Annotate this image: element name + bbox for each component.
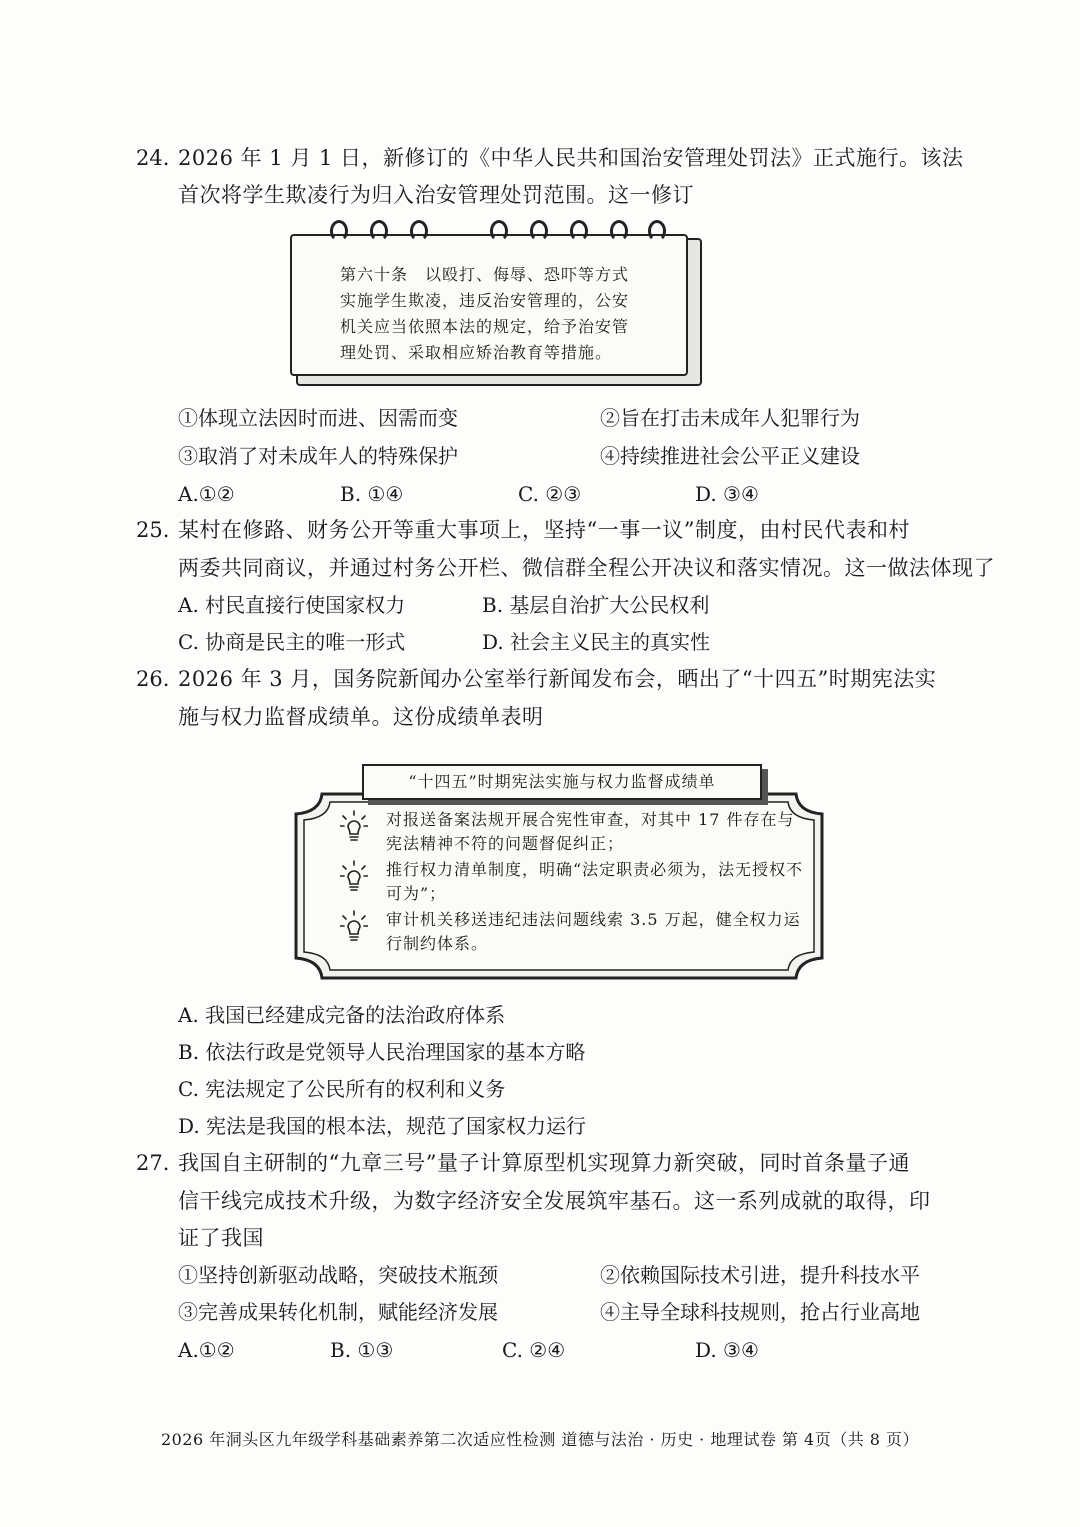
choice-c[interactable]: C. 协商是民主的唯一形式 <box>178 630 406 654</box>
choice-a[interactable]: A. 我国已经建成完备的法治政府体系 <box>178 1003 506 1027</box>
question-stem: 我国自主研制的“九章三号”量子计算原型机实现算力新突破，同时首条量子通 <box>178 1151 910 1175</box>
report-card-figure <box>292 764 826 982</box>
report-item-text: 审计机关移送违纪违法问题线索 3.5 万起，健全权力运行制约体系。 <box>386 910 801 953</box>
law-article-line: 实施学生欺凌，违反治安管理的，公安 <box>340 291 630 310</box>
notebook-figure <box>290 228 700 384</box>
notebook-front-page <box>290 234 688 376</box>
statement-option: ②旨在打击未成年人犯罪行为 <box>600 406 860 430</box>
spiral-ring-icon <box>570 220 588 242</box>
spiral-ring-icon <box>648 220 666 242</box>
report-title: “十四五”时期宪法实施与权力监督成绩单 <box>362 764 762 800</box>
spiral-ring-icon <box>410 220 428 242</box>
question-number: 27. <box>136 1151 170 1175</box>
choice-a[interactable]: A.①② <box>178 482 235 506</box>
choice-a[interactable]: A. 村民直接行使国家权力 <box>178 593 406 617</box>
choice-d[interactable]: D. ③④ <box>695 482 759 506</box>
statement-option: ②依赖国际技术引进，提升科技水平 <box>600 1263 920 1287</box>
spiral-ring-icon <box>610 220 628 242</box>
question-stem: 首次将学生欺凌行为归入治安管理处罚范围。这一修订 <box>178 183 694 207</box>
report-item-text: 对报送备案法规开展合宪性审查，对其中 17 件存在与宪法精神不符的问题督促纠正； <box>386 810 795 853</box>
question-stem: 2026 年 3 月，国务院新闻办公室举行新闻发布会，晒出了“十四五”时期宪法实 <box>178 667 937 691</box>
choice-d[interactable]: D. 社会主义民主的真实性 <box>482 630 711 654</box>
question-stem: 2026 年 1 月 1 日，新修订的《中华人民共和国治安管理处罚法》正式施行。该法 <box>178 146 964 170</box>
question-stem: 两委共同商议，并通过村务公开栏、微信群全程公开决议和落实情况。这一做法体现了 <box>178 556 995 580</box>
lightbulb-icon <box>340 810 368 844</box>
statement-option: ①坚持创新驱动战略，突破技术瓶颈 <box>178 1263 498 1287</box>
question-stem: 信干线完成技术升级，为数字经济安全发展筑牢基石。这一系列成就的取得，印 <box>178 1189 931 1213</box>
law-article-line: 第六十条 以殴打、侮辱、恐吓等方式 <box>340 265 630 284</box>
question-stem: 证了我国 <box>178 1226 264 1250</box>
choice-c[interactable]: C. 宪法规定了公民所有的权利和义务 <box>178 1077 506 1101</box>
question-number: 24. <box>136 146 170 170</box>
spiral-ring-icon <box>370 220 388 242</box>
lightbulb-icon <box>340 860 368 894</box>
choice-c[interactable]: C. ②③ <box>518 482 582 506</box>
statement-option: ④持续推进社会公平正义建设 <box>600 444 860 468</box>
question-stem: 施与权力监督成绩单。这份成绩单表明 <box>178 705 544 729</box>
choice-b[interactable]: B. ①④ <box>340 482 404 506</box>
notebook-spiral-rings <box>330 220 670 248</box>
statement-option: ④主导全球科技规则，抢占行业高地 <box>600 1300 920 1324</box>
law-article-line: 机关应当依照本法的规定，给予治安管 <box>340 317 630 336</box>
choice-b[interactable]: B. 基层自治扩大公民权利 <box>482 593 710 617</box>
law-article-line: 理处罚、采取相应矫治教育等措施。 <box>340 343 613 362</box>
lightbulb-icon <box>340 910 368 944</box>
choice-d[interactable]: D. ③④ <box>695 1338 759 1362</box>
choice-c[interactable]: C. ②④ <box>502 1338 566 1362</box>
question-stem: 某村在修路、财务公开等重大事项上，坚持“一事一议”制度，由村民代表和村 <box>178 518 910 542</box>
spiral-ring-icon <box>490 220 508 242</box>
choice-d[interactable]: D. 宪法是我国的根本法，规范了国家权力运行 <box>178 1114 587 1138</box>
question-number: 25. <box>136 518 170 542</box>
report-item-text: 推行权力清单制度，明确“法定职责必须为，法无授权不可为”； <box>386 860 804 903</box>
statement-option: ①体现立法因时而进、因需而变 <box>178 406 458 430</box>
statement-option: ③完善成果转化机制，赋能经济发展 <box>178 1300 498 1324</box>
law-article-text <box>340 262 670 366</box>
choice-b[interactable]: B. 依法行政是党领导人民治理国家的基本方略 <box>178 1040 586 1064</box>
question-number: 26. <box>136 667 170 691</box>
spiral-ring-icon <box>330 220 348 242</box>
choice-b[interactable]: B. ①③ <box>330 1338 394 1362</box>
choice-a[interactable]: A.①② <box>178 1338 235 1362</box>
page-footer: 2026 年洞头区九年级学科基础素养第二次适应性检测 道德与法治 · 历史 · 地理试卷 第 4页（共 8 页） <box>160 1430 920 1449</box>
statement-option: ③取消了对未成年人的特殊保护 <box>178 444 458 468</box>
spiral-ring-icon <box>530 220 548 242</box>
